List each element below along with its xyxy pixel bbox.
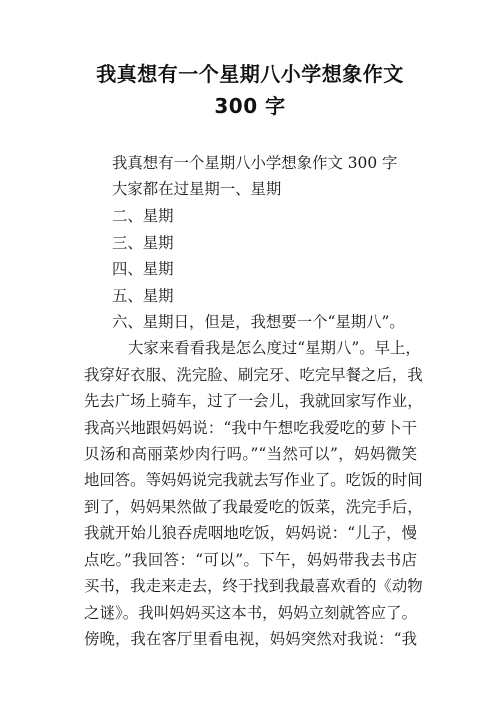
paragraph-line: 先去广场上骑车，过了一会儿，我就回家写作业，: [84, 392, 423, 410]
body-line: 四、星期: [112, 260, 174, 278]
paragraph-line: 贝汤和高丽菜炒肉行吗。”“当然可以”，妈妈微笑: [84, 445, 417, 463]
paragraph-line: 我就开始儿狼吞虎咽地吃饭，妈妈说：“儿子，慢: [84, 524, 417, 542]
paragraph-line: 我穿好衣服、洗完脸、刷完牙、吃完早餐之后，我: [84, 366, 423, 384]
body-line: 我真想有一个星期八小学想象作文 300 字: [112, 154, 398, 172]
paragraph-line: 之谜》。我叫妈妈买这本书，妈妈立刻就答应了。: [84, 604, 417, 622]
paragraph-line: 点吃。”我回答：“可以”。下午，妈妈带我去书店: [84, 551, 417, 569]
document-title-line-2: 300 字: [214, 94, 286, 118]
body-line: 二、星期: [112, 207, 174, 225]
paragraph-line: 买书，我走来走去，终于找到我最喜欢看的《动物: [84, 577, 423, 595]
paragraph-line: 大家来看看我是怎么度过“星期八”。早上，: [128, 339, 421, 357]
body-line: 六、星期日，但是，我想要一个“星期八”。: [112, 313, 405, 331]
body-line: 五、星期: [112, 287, 174, 305]
paragraph-line: 地回答。等妈妈说完我就去写作业了。吃饭的时间: [84, 471, 423, 489]
paragraph-line: 傍晚，我在客厅里看电视，妈妈突然对我说：“我: [84, 630, 417, 648]
body-line: 三、星期: [112, 234, 174, 252]
body-line: 大家都在过星期一、星期: [112, 180, 282, 198]
document-title-line-1: 我真想有一个星期八小学想象作文: [96, 62, 404, 86]
paragraph-line: 到了，妈妈果然做了我最爱吃的饭菜，洗完手后，: [84, 498, 423, 516]
paragraph-line: 我高兴地跟妈妈说：“我中午想吃我爱吃的萝卜干: [84, 419, 417, 437]
